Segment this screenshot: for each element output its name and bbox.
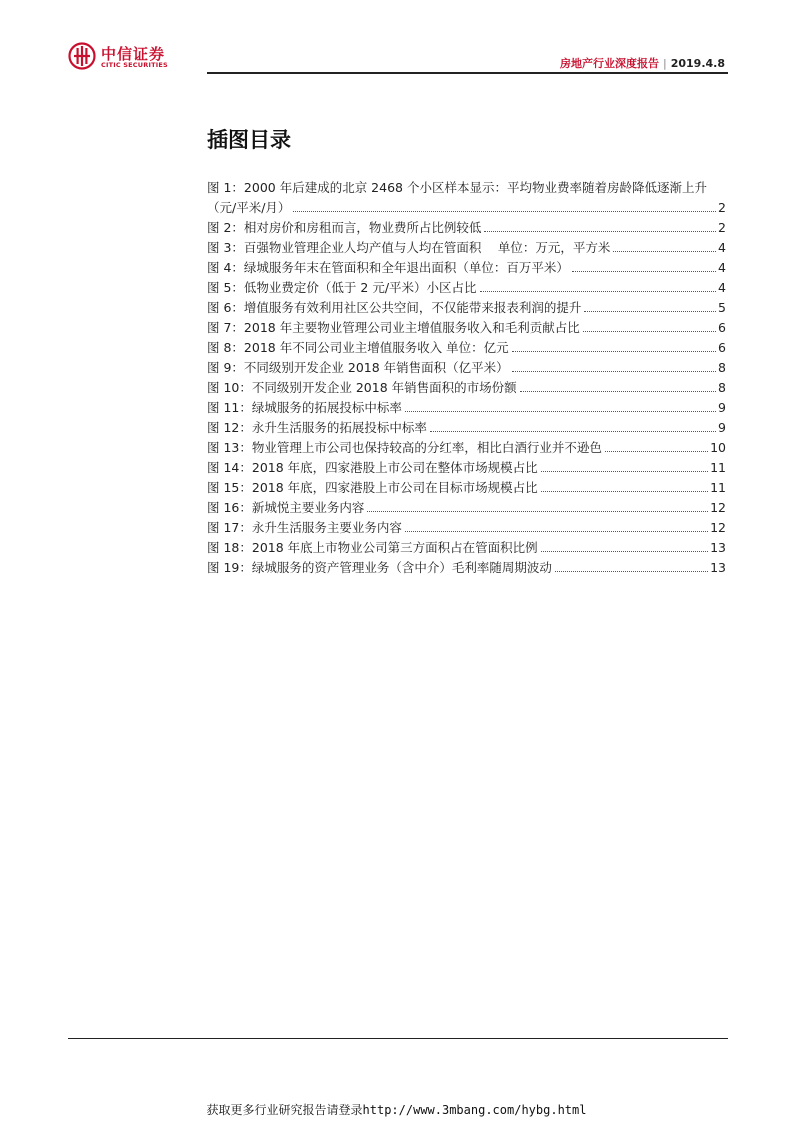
toc-item-label: 图 7：2018 年主要物业管理公司业主增值服务收入和毛利贡献占比 — [207, 320, 580, 335]
toc-leader-dots — [512, 351, 716, 352]
header-rule — [207, 72, 728, 74]
toc-item-label: 图 8：2018 年不同公司业主增值服务收入 单位：亿元 — [207, 340, 509, 355]
toc-item-page: 4 — [718, 260, 726, 275]
toc-leader-dots — [613, 251, 716, 252]
toc-item-page: 4 — [718, 280, 726, 295]
toc-item-label: 图 10：不同级别开发企业 2018 年销售面积的市场份额 — [207, 380, 517, 395]
toc-item[interactable] — [207, 218, 726, 238]
toc-item-page: 12 — [710, 520, 726, 535]
toc-item-label: 图 13：物业管理上市公司也保持较高的分红率，相比白酒行业并不逊色 — [207, 440, 602, 455]
toc-item-label: 图 1：2000 年后建成的北京 2468 个小区样本显示：平均物业费率随着房龄降低逐渐上升 — [207, 180, 707, 195]
toc-item-page: 10 — [710, 440, 726, 455]
toc-item-page: 13 — [710, 560, 726, 575]
toc-item[interactable] — [207, 498, 726, 518]
toc-item[interactable] — [207, 438, 726, 458]
toc-leader-dots — [512, 371, 716, 372]
toc-item[interactable] — [207, 258, 726, 278]
citic-logo-icon — [68, 42, 96, 70]
toc-leader-dots — [405, 411, 716, 412]
toc-item[interactable] — [207, 398, 726, 418]
toc-leader-dots — [484, 231, 716, 232]
toc-item[interactable] — [207, 538, 726, 558]
toc-leader-dots — [555, 571, 708, 572]
toc-item[interactable] — [207, 238, 726, 258]
logo-chinese-name: 中信证券 — [101, 45, 166, 63]
toc-item-label: 图 4：绿城服务年末在管面积和全年退出面积（单位：百万平米） — [207, 260, 569, 275]
toc-item-page: 9 — [718, 420, 726, 435]
toc-item-label: 图 2：相对房价和房租而言，物业费所占比例较低 — [207, 220, 482, 235]
toc-item[interactable] — [207, 338, 726, 358]
toc-item-label: 图 9：不同级别开发企业 2018 年销售面积（亿平米） — [207, 360, 509, 375]
toc-item-page: 13 — [710, 540, 726, 555]
toc-title: 插图目录 — [207, 128, 291, 152]
toc-item-page: 4 — [718, 240, 726, 255]
toc-item-page: 5 — [718, 300, 726, 315]
toc-item[interactable] — [207, 358, 726, 378]
toc-item-page: 6 — [718, 320, 726, 335]
toc-item-page: 6 — [718, 340, 726, 355]
toc-leader-dots — [584, 311, 716, 312]
toc-item-label: 图 16：新城悦主要业务内容 — [207, 500, 365, 515]
report-date: 2019.4.8 — [670, 57, 725, 70]
toc-item[interactable] — [207, 278, 726, 298]
toc-item[interactable] — [207, 318, 726, 338]
toc-leader-dots — [541, 551, 708, 552]
report-title: 房地产行业深度报告 — [560, 57, 659, 70]
toc-item-label-continued: （元/平米/月） — [207, 200, 291, 215]
header-separator: | — [663, 57, 667, 70]
header-report-info — [560, 55, 725, 71]
toc-leader-dots — [605, 451, 708, 452]
toc-leader-dots — [480, 291, 717, 292]
page-header — [0, 0, 793, 80]
toc-item-label: 图 17：永升生活服务主要业务内容 — [207, 520, 402, 535]
toc-leader-dots — [520, 391, 716, 392]
logo-english-name: CITIC SECURITIES — [101, 61, 168, 69]
toc-item-label: 图 11：绿城服务的拓展投标中标率 — [207, 400, 402, 415]
footer-rule — [68, 1038, 728, 1039]
toc-item-page: 9 — [718, 400, 726, 415]
toc-item-page: 12 — [710, 500, 726, 515]
toc-item[interactable] — [207, 478, 726, 498]
toc-leader-dots — [367, 511, 708, 512]
toc-item[interactable] — [207, 558, 726, 578]
toc-leader-dots — [430, 431, 716, 432]
toc-leader-dots — [293, 211, 716, 212]
toc-item-page: 11 — [710, 480, 726, 495]
toc-leader-dots — [541, 471, 708, 472]
toc-item-label: 图 14：2018 年底，四家港股上市公司在整体市场规模占比 — [207, 460, 538, 475]
toc-item-label: 图 18：2018 年底上市物业公司第三方面积占在管面积比例 — [207, 540, 538, 555]
toc-item-page: 8 — [718, 380, 726, 395]
toc-leader-dots — [572, 271, 716, 272]
footer-website-link[interactable]: 获取更多行业研究报告请登录http://www.3mbang.com/hybg.html — [206, 1103, 587, 1117]
toc-item-label: 图 5：低物业费定价（低于 2 元/平米）小区占比 — [207, 280, 477, 295]
toc-item-label: 图 3：百强物业管理企业人均产值与人均在管面积 单位：万元，平方米 — [207, 240, 611, 255]
citic-logo — [68, 42, 198, 72]
toc-item-page: 8 — [718, 360, 726, 375]
toc-item-label: 图 6：增值服务有效利用社区公共空间，不仅能带来报表利润的提升 — [207, 300, 582, 315]
toc-item[interactable] — [207, 418, 726, 438]
toc-item-label: 图 12：永升生活服务的拓展投标中标率 — [207, 420, 427, 435]
toc-item[interactable] — [207, 378, 726, 398]
toc-item-page: 11 — [710, 460, 726, 475]
toc-item-page: 2 — [718, 220, 726, 235]
toc-leader-dots — [405, 531, 708, 532]
toc-item[interactable] — [207, 458, 726, 478]
toc-leader-dots — [541, 491, 708, 492]
figure-toc-list — [207, 178, 726, 578]
toc-item[interactable] — [207, 518, 726, 538]
toc-item-page: 2 — [718, 200, 726, 215]
toc-item-label: 图 19：绿城服务的资产管理业务（含中介）毛利率随周期波动 — [207, 560, 552, 575]
toc-item[interactable] — [207, 298, 726, 318]
toc-leader-dots — [583, 331, 716, 332]
toc-item-label: 图 15：2018 年底，四家港股上市公司在目标市场规模占比 — [207, 480, 538, 495]
toc-item[interactable] — [207, 178, 726, 218]
